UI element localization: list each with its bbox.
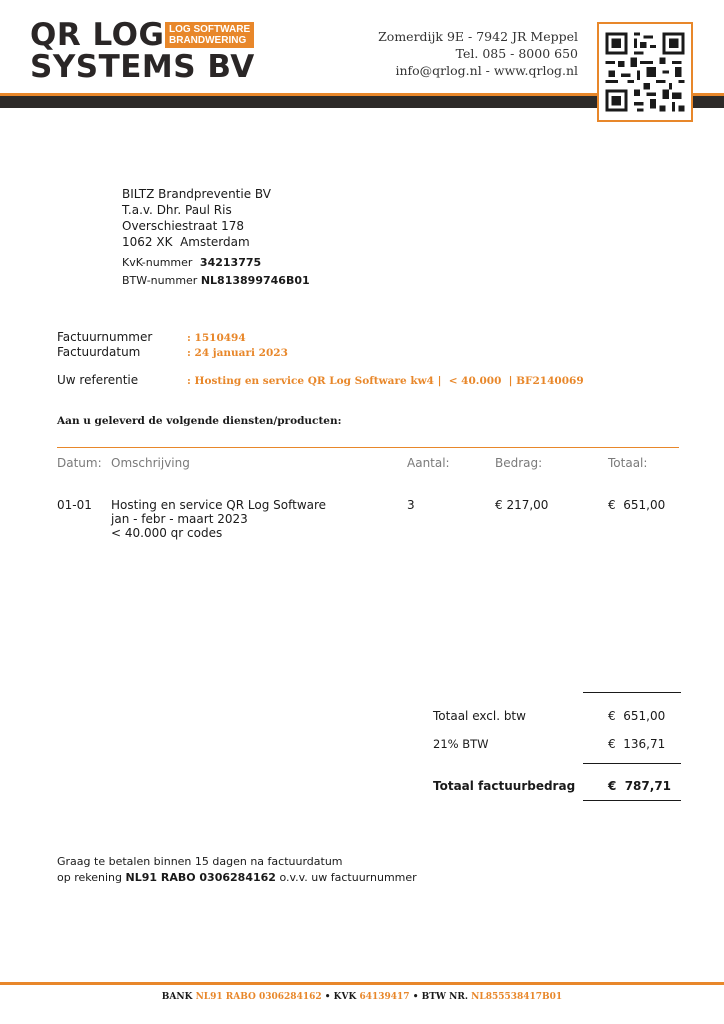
payment-note <box>57 854 417 886</box>
payment-note-line1: Graag te betalen binnen 15 dagen na factuurdatum <box>57 855 343 868</box>
footer-accent-bar <box>0 982 724 985</box>
reference-value: : Hosting en service QR Log Software kw4 | < 40.000 | BF2140069 <box>187 375 584 387</box>
logo-tagline-1: LOG SOFTWARE <box>169 24 251 35</box>
col-header-date: Datum: <box>57 456 102 470</box>
totals-mid-rule <box>583 763 681 764</box>
footer-kvk-value: 64139417 <box>359 992 410 1002</box>
footer-bank-details <box>0 992 724 1002</box>
row-total: € 651,00 <box>608 498 666 512</box>
reference-label: Uw referentie <box>57 373 139 387</box>
row-qty: 3 <box>407 498 415 512</box>
recipient-btw-label: BTW-nummer <box>122 274 198 287</box>
payment-suffix: o.v.v. uw factuurnummer <box>279 871 417 884</box>
footer-bank-value: NL91 RABO 0306284162 <box>195 992 322 1002</box>
company-email-web: info@qrlog.nl - www.qrlog.nl <box>395 63 578 78</box>
footer-btw-label: BTW NR. <box>421 992 468 1002</box>
row-date: 01-01 <box>57 498 92 512</box>
vat-label: 21% BTW <box>433 737 489 751</box>
row-description-line2: jan - febr - maart 2023 <box>111 512 248 526</box>
qr-code-frame <box>597 22 693 122</box>
logo-tagline-2: BRANDWERING <box>169 35 247 46</box>
recipient-kvk-value: 34213775 <box>199 256 262 269</box>
footer-separator-2: • <box>412 992 419 1002</box>
recipient-company: BILTZ Brandpreventie BV <box>122 187 271 201</box>
row-description <box>111 498 326 540</box>
row-amount: € 217,00 <box>495 498 549 512</box>
payment-account: NL91 RABO 0306284162 <box>125 871 276 884</box>
row-description-line1: Hosting en service QR Log Software <box>111 498 327 512</box>
recipient-btw <box>122 274 310 287</box>
company-address: Zomerdijk 9E - 7942 JR Meppel <box>378 29 578 44</box>
col-header-qty: Aantal: <box>407 456 450 470</box>
subtotal-label: Totaal excl. btw <box>433 709 526 723</box>
subtotal-value: € 651,00 <box>608 709 666 723</box>
totals-bottom-rule <box>583 800 681 801</box>
footer-separator-1: • <box>324 992 331 1002</box>
logo-tagline <box>165 22 254 48</box>
grand-total-value: € 787,71 <box>608 779 672 793</box>
payment-prefix: op rekening <box>57 871 122 884</box>
table-top-rule <box>57 447 679 448</box>
vat-value: € 136,71 <box>608 737 666 751</box>
recipient-street: Overschiestraat 178 <box>122 219 245 233</box>
col-header-description: Omschrijving <box>111 456 190 470</box>
recipient-address <box>122 186 271 250</box>
recipient-kvk-label: KvK-nummer <box>122 256 193 269</box>
qr-code-icon <box>599 24 691 120</box>
recipient-kvk <box>122 256 261 269</box>
row-description-line3: < 40.000 qr codes <box>111 526 223 540</box>
invoice-number-label: Factuurnummer <box>57 330 153 344</box>
grand-total-label: Totaal factuurbedrag <box>433 779 576 793</box>
logo-text-line1: QR LOG <box>30 17 165 53</box>
footer-btw-value: NL855538417B01 <box>471 992 563 1002</box>
recipient-btw-value: NL813899746B01 <box>200 274 310 287</box>
delivered-heading: Aan u geleverd de volgende diensten/producten: <box>57 415 342 427</box>
invoice-number-value: : 1510494 <box>187 332 246 344</box>
recipient-city: 1062 XK Amsterdam <box>122 235 250 249</box>
totals-top-rule <box>583 692 681 693</box>
company-phone: Tel. 085 - 8000 650 <box>455 46 578 61</box>
invoice-date-value: : 24 januari 2023 <box>187 347 288 359</box>
company-contact <box>378 28 578 79</box>
payment-note-line2 <box>57 870 417 886</box>
footer-kvk-label: KVK <box>333 992 357 1002</box>
invoice-date-label: Factuurdatum <box>57 345 141 359</box>
col-header-amount: Bedrag: <box>495 456 543 470</box>
footer-bank-label: BANK <box>161 992 193 1002</box>
recipient-attention: T.a.v. Dhr. Paul Ris <box>122 203 232 217</box>
col-header-total: Totaal: <box>608 456 648 470</box>
logo-text-line2: SYSTEMS BV <box>30 49 255 85</box>
